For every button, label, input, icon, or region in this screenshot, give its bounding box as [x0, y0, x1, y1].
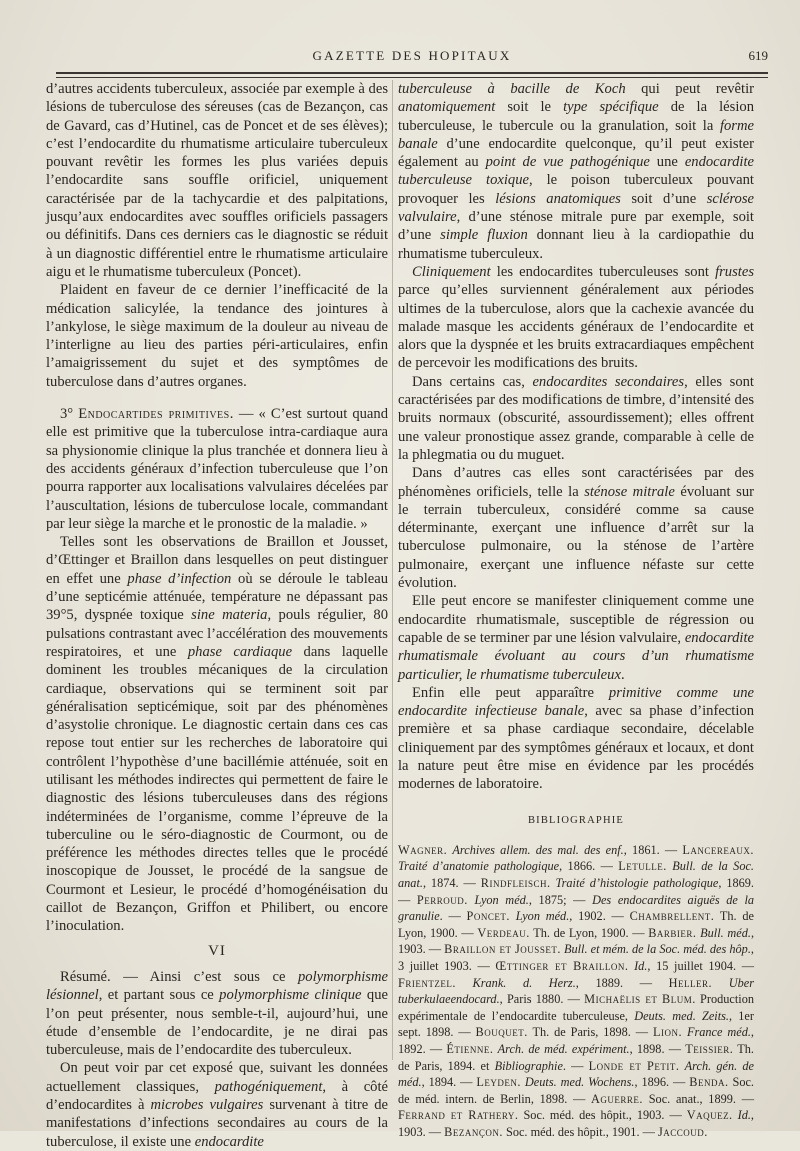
text: Enfin elle peut apparaître — [412, 684, 609, 701]
text: Telles sont les observations de Braillon et Jousset, d’Œttinger et Braillon dans lesquelles on peut distinguer en effet une — [46, 534, 388, 587]
text: , pouls régulier, 80 pulsations contrastant avec l’accélération des mouvements respiratoires, et une — [46, 607, 388, 660]
text: , avec sa phase d’infection première et sa phase cardiaque secondaire, décelable cliniquement par des symptômes généraux et locaux, et dont la nature peut être mise en évidence par les procédés modernes de laboratoire. — [398, 703, 754, 793]
bib-tail: , 1874. — — [422, 876, 481, 891]
paragraph — [46, 533, 388, 936]
bib-author: Leyden. — [476, 1075, 521, 1090]
italic-text: simple fluxion — [440, 227, 528, 244]
bib-title: Lyon méd. — [474, 892, 529, 907]
bib-author: Chambrellent. — [629, 909, 715, 924]
bib-title: Deuts. med. Zeits. — [634, 1008, 729, 1023]
bib-tail: . — — [439, 909, 467, 924]
text: de la lésion tuberculeuse, le tubercule ou la granulation, soit la — [398, 99, 754, 134]
text: soit le — [495, 99, 564, 116]
text: , le poison tuberculeux pouvant provoquer les — [398, 172, 754, 207]
running-title: GAZETTE DES HOPITAUX — [312, 48, 512, 63]
bib-author: Étienne. — [446, 1042, 494, 1056]
bibliography-entry — [446, 1042, 685, 1056]
text: Elle peut encore se manifester cliniquement comme une endocardite rhumatismale, susceptible de régression ou capable de se terminer par une lésion valvulaire, — [398, 593, 754, 646]
section-number: 3° — [60, 406, 74, 423]
bib-text: Soc. méd. des hôpit., 1901. — — [502, 1124, 658, 1139]
bibliography-entry — [398, 843, 682, 857]
bib-tail: , 1869. — — [398, 876, 754, 907]
text: dans laquelle dominent les troubles mécaniques de la circulation cardiaque, observations qui se terminent soit par généralisation septicémique, soit par des phénomènes d’asystolie chronique. Le diagnostic certain dans ces cas repose tout entier sur les recherches de laboratoire qui contrôlent l’hypothèse d’une bacillémie atténuée, soit en utilisant les méthodes indirectes qui permettent de faire le diagnostic des lésions tuberculeuses dans des régions indéterminées de l’organisme, comme l’épreuve de la tuberculine ou le séro-diagnostic de Courmont, ou de préférence les méthodes directes telles que le procédé inoscopique de Jousset, le procédé de la sangsue de Courmont et Lesieur, le procédé d’homogénéisation du caillot de Bezançon, Griffon et Philibert, ou encore l’inoculation. — [46, 643, 388, 935]
bib-title: Bull. de la Soc. anat. — [398, 859, 755, 891]
italic-text: frustes — [715, 263, 754, 280]
bib-tail: , 1861. — — [623, 842, 683, 857]
italic-text: pathogéniquement — [214, 1078, 323, 1095]
paragraph — [398, 80, 754, 263]
bibliography-entry — [476, 1075, 689, 1089]
bib-author: Lancereaux. — [682, 842, 755, 857]
bib-tail: , 1896. — — [634, 1075, 690, 1090]
text: soit d’une — [620, 190, 707, 207]
text: que l’on peut présenter, nous semble-t-il, aujourd’hui, une étude d’ensemble de l’endocardite, je ne dirai pas tuberculeuse, mais de l’endocardite des tuberculeux. — [46, 987, 388, 1059]
bib-title: Lyon méd. — [515, 909, 570, 924]
text: les endocardites tuberculeuses sont — [490, 263, 716, 280]
bibliography-heading: BIBLIOGRAPHIE — [527, 814, 625, 826]
bib-tail: . — — [562, 1058, 589, 1073]
bib-tail: , 1866. — — [559, 859, 619, 874]
bib-author: Letulle. — [618, 859, 667, 874]
bib-author: Ferrand et Rathery. — [398, 1108, 519, 1123]
paragraph — [398, 373, 754, 464]
bib-title: Arch. de méd. expériment. — [497, 1042, 630, 1056]
bib-text: Th. de Lyon, 1900. — — [529, 925, 649, 940]
italic-text: sine materia — [191, 607, 268, 624]
section-label: Endocartides primitives. — [78, 406, 234, 423]
bib-author: Teissier. — [685, 1042, 734, 1056]
text: évoluant sur le terrain tuberculeux, considéré comme sa cause déterminante, exerçant une influence d’arrêt sur la tuberculose pulmonaire, ou la sténose de l’artère pulmonaire, exerçant une influence néfaste sur cette évolution. — [398, 483, 754, 592]
bib-title: Uber tuberkulaeendocard. — [398, 975, 755, 1007]
bib-text — [712, 976, 729, 990]
bib-author: Braillon et Jousset. — [444, 942, 561, 957]
bib-author: Michaëlis et Blum. — [584, 992, 696, 1007]
bib-author: Œttinger et Braillon. — [495, 959, 629, 974]
bib-title: Krank. d. Herz. — [472, 975, 576, 990]
bib-author: Bouquet. — [475, 1025, 528, 1040]
bib-tail: , 1875; — — [528, 892, 593, 907]
text: une — [649, 154, 685, 171]
italic-text: type spécifique — [563, 99, 659, 116]
spacer — [46, 391, 388, 405]
italic-text: endocardite — [194, 1133, 264, 1150]
italic-text: endocardites secondaires — [532, 373, 685, 390]
italic-text: polymorphisme lésionnel — [46, 968, 388, 1004]
text: qui peut revêtir — [625, 81, 754, 97]
bib-title: Deuts. med. Wochens. — [524, 1075, 635, 1090]
bib-tail: , 1903. — — [398, 1108, 754, 1139]
italic-text: point de vue pathogénique — [485, 154, 650, 171]
bib-author: Rindfleisch. — [480, 876, 551, 891]
text: où se déroule le tableau d’une septicémie atténuée, température ne dépassant pas 39°5, dyspnée toxique — [46, 570, 388, 624]
text: Dans certains cas, — [412, 373, 533, 390]
bib-author: Verdeau. — [477, 925, 530, 940]
bib-author: Bezançon. — [444, 1124, 503, 1139]
bibliography-entry — [398, 976, 669, 990]
bib-author: Vaquez. — [686, 1108, 733, 1123]
bibliography-entry — [417, 893, 592, 907]
bib-author: Frientzel. — [398, 975, 456, 990]
bib-text: Production expérimentale de l’endocardite tuberculeuse, — [398, 992, 754, 1023]
bib-text: Th. de Paris, 1898. — — [527, 1025, 653, 1040]
italic-text: phase cardiaque — [187, 643, 293, 660]
bib-title: Traité d’histologie pathologique — [555, 876, 719, 891]
bibliography-entry — [398, 1108, 687, 1122]
paragraph-text: — « C’est surtout quand elle est primitive que la tuberculose intra-cardiaque aura sa physionomie clinique la plus tranchée et donnera lieu à des accidents généraux d’infection tuberculeuse que l’on pourra rapporter aux localisations valvulaires décelées par l’auscultation, lésions de tuberculose locale, commandant par leur siège la marche et le pronostic de la maladie. » — [46, 406, 388, 532]
bib-author: Jaccoud. — [657, 1124, 708, 1139]
text: . — [620, 666, 625, 683]
bib-tail: , 1894. — — [421, 1075, 477, 1090]
paragraph: d’autres accidents tuberculeux, associée par exemple à des lésions de tuberculose des séreuses (cas de Bezançon, cas de Gavard, cas d’Hutinel, cas de Poncet et de ses élèves); c’est l’endocardite du rhumatisme articulaire tuberculeux pouvant revêtir les formes les plus variées depuis l’endocardite sans souffle orificiel, uniquement caractérisée par de la tachycardie et des palpitations, jusqu’aux endocardites avec souffles orificiels passagers ou définitifs. Dans ces derniers cas le diagnostic se réduit à un diagnostic différentiel entre le rhumatisme articulaire aigu et le rhumatisme tuberculeux (Poncet). — [46, 81, 388, 280]
bibliography-entry — [477, 926, 648, 940]
italic-text: primitive comme une endocardite infectieuse banale — [398, 684, 754, 720]
bib-tail: , 1903. — — [398, 925, 755, 957]
italic-text: Cliniquement — [412, 263, 491, 280]
text: , et partant sous ce — [98, 987, 220, 1004]
bib-tail: , 1er sept. 1898. — — [398, 1008, 754, 1040]
bib-text: Th. de Lyon, 1900. — — [398, 909, 754, 940]
paragraph-endocardites-primitives — [46, 405, 388, 533]
bib-author: Perroud. — [416, 892, 468, 907]
left-column — [46, 80, 388, 1151]
header-rule-thick — [56, 72, 768, 74]
bib-tail: , 15 juillet 1904. — — [647, 959, 755, 974]
paragraph-resume — [46, 968, 388, 1059]
paragraph: Plaident en faveur de ce dernier l’inefficacité de la médication salicylée, la tendance des jointures à l’ankylose, le siège maximum de la douleur au niveau de l’interligne au lieu des parties péri-articulaires, enfin l’amaigrissement du sujet et des symptômes de tuberculose dans d’autres organes. — [46, 282, 388, 390]
paragraph — [46, 1059, 388, 1150]
bib-tail: , Paris 1880. — — [499, 992, 585, 1007]
italic-text: microbes vulgaires — [150, 1097, 264, 1114]
bib-tail: , 1889. — — [575, 975, 669, 990]
bib-tail: , 1898. — — [629, 1042, 686, 1056]
bib-tail: , 1902. — — [569, 909, 630, 924]
text: parce qu’elles surviennent généralement aux périodes ultimes de la tuberculose, alors que la cachexie avancée du malade masque les accidents généraux de l’endocardite et alors que la dyspnée et les bruits extracardiaques empêchent de percevoir les modifications des bruits. — [398, 282, 754, 372]
bibliography-entry — [476, 1025, 653, 1039]
bibliography — [398, 842, 754, 1141]
bib-title: Archives allem. des mal. des enf. — [452, 842, 624, 857]
bib-text — [456, 976, 473, 990]
bib-author: Barbier. — [648, 925, 697, 940]
text: survenant à titre de manifestations d’infections secondaires au cours de la tuberculose, il existe une — [46, 1097, 388, 1150]
paragraph — [398, 464, 754, 592]
bibliography-entry — [444, 1125, 658, 1139]
header-rule-thin — [56, 77, 768, 78]
bibliography-entry — [591, 1092, 754, 1106]
bib-title: Traité d’anatomie pathologique — [398, 859, 560, 874]
right-column — [398, 80, 754, 1141]
bibliography-entry — [495, 959, 754, 973]
bib-title: Bull. méd. — [700, 925, 751, 940]
section-heading: VI — [208, 942, 226, 959]
text: donnant lieu à la cardiopathie du rhumatisme tuberculeux. — [398, 227, 754, 262]
italic-text: tuberculeuse à bacille de Koch — [398, 81, 626, 97]
page-header — [56, 48, 768, 74]
bibliography-entry — [658, 1125, 708, 1139]
bib-title: Id. — [737, 1108, 751, 1123]
bib-title: Arch. gén. de méd. — [398, 1058, 755, 1090]
bib-author: Benda. — [689, 1075, 729, 1090]
bib-text: Th. de Paris, 1894. et — [398, 1042, 754, 1073]
bib-author: Heller. — [668, 975, 713, 990]
paragraph — [398, 592, 754, 683]
italic-text: endocardite rhumatismale évoluant au cours d’un rhumatisme particulier, le rhumatisme tuberculeux — [398, 629, 754, 683]
resume-label: Résumé. — [60, 968, 111, 985]
bib-author: Poncet. — [466, 909, 510, 924]
bib-text: Soc. anat., 1899. — — [643, 1091, 754, 1106]
text: On peut voir par cet exposé que, suivant les données actuellement classiques, — [46, 1060, 388, 1095]
column-divider — [392, 80, 393, 1060]
text: , d’une sténose mitrale pure par exemple, soit d’une — [398, 209, 754, 244]
bib-title: Id. — [634, 959, 648, 974]
text: — Ainsi c’est sous ce — [110, 968, 298, 985]
bib-text: Soc. de méd. intern. de Berlin, 1898. — — [398, 1075, 754, 1106]
italic-text: forme banale — [398, 117, 754, 152]
paragraph — [398, 263, 754, 373]
text: Dans d’autres cas elles sont caractérisées par des phénomènes orificiels, telle la — [398, 465, 754, 500]
bib-title: Des endocardites aiguës de la granulie — [398, 892, 755, 924]
bib-title: Bull. et mém. de la Soc. méd. des hôp. — [563, 942, 751, 957]
italic-text: sténose mitrale — [584, 483, 675, 500]
italic-text: polymorphisme clinique — [219, 987, 362, 1004]
bib-author: Lion. — [652, 1025, 683, 1040]
bib-author: Aguerre. — [591, 1091, 643, 1106]
text: , elles sont caractérisées par des modifications de timbre, d’intensité des bruits normaux (obscurité, assourdissement); elles offrent une valeur pronostique assez grande, comparable à celle de la phlegmatia ou du muguet. — [398, 373, 754, 463]
bib-title: Bibliographie — [494, 1058, 563, 1073]
bib-title: France méd. — [686, 1025, 751, 1040]
italic-text: sclérose valvulaire — [398, 190, 754, 226]
paragraph — [398, 684, 754, 794]
italic-text: lésions anatomiques — [495, 190, 621, 207]
bib-author: Londe et Petit. — [588, 1058, 680, 1073]
text: d’une endocardite quelconque, qu’il peut exister également au — [398, 135, 754, 171]
text: , à côté d’endocardites à — [46, 1078, 388, 1114]
bibliography-entry — [467, 909, 630, 923]
italic-text: endocardite tuberculeuse toxique — [398, 154, 754, 189]
bib-tail: , 3 juillet 1903. — — [398, 942, 754, 974]
italic-text: phase d’infection — [127, 570, 232, 587]
bib-author: Wagner. — [398, 842, 448, 857]
page-number: 619 — [748, 48, 768, 63]
bib-text: Soc. méd. des hôpit., 1903. — — [518, 1108, 687, 1123]
italic-text: anatomiquement — [398, 99, 496, 116]
bib-tail: , 1892. — — [398, 1025, 754, 1056]
